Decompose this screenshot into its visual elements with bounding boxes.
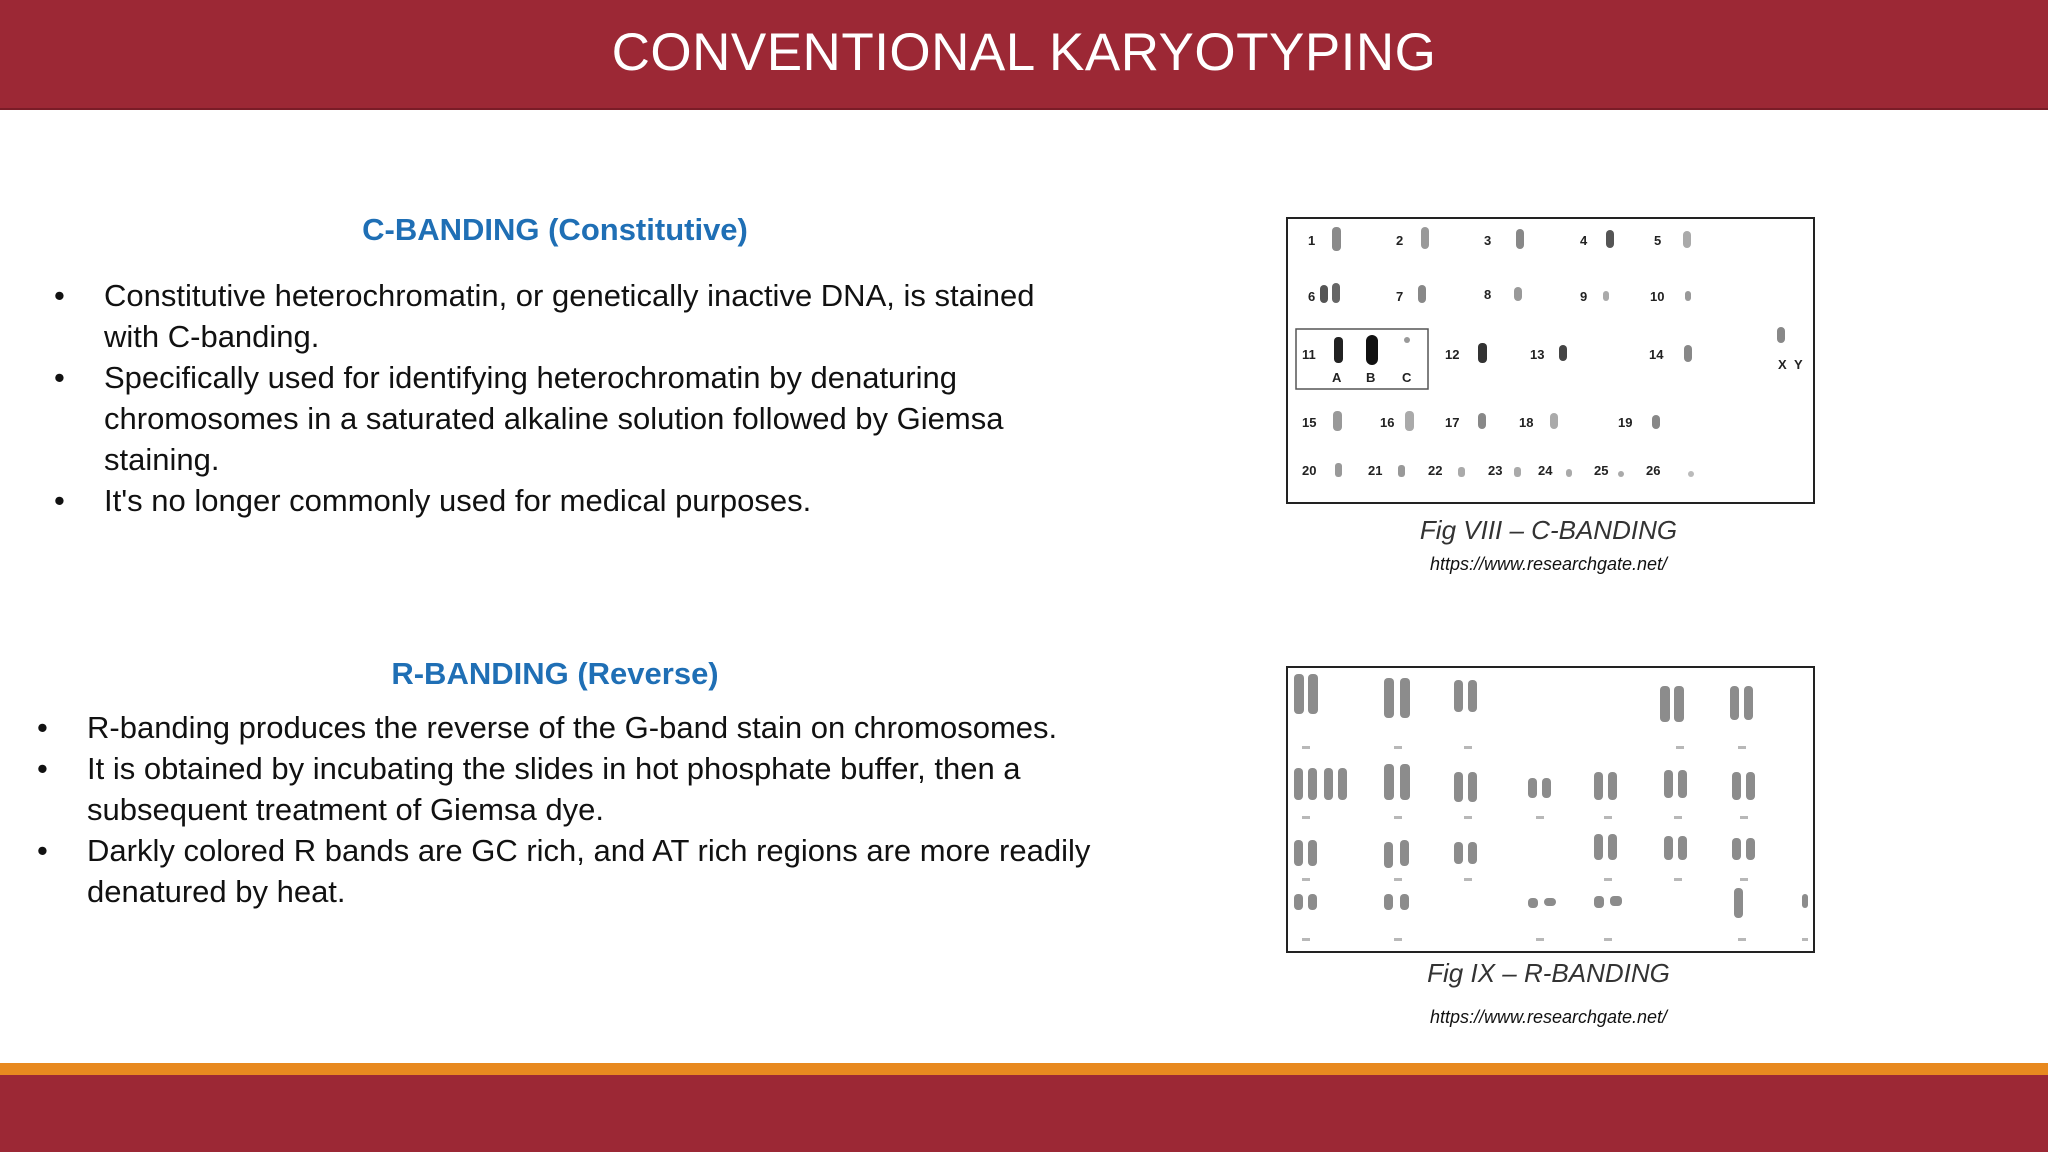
r-banding-bullet-3: • Darkly colored R bands are GC rich, and AT rich regions are more readily denatured by heat. [35,830,1115,912]
karyotype-label: 17 [1445,415,1460,430]
karyotype-label: 25 [1594,463,1609,478]
r-banding-figure-caption: Fig IX – R-BANDING [1427,958,1670,988]
karyotype-label: 13 [1530,347,1545,362]
karyotype-label: 12 [1445,347,1460,362]
r-banding-bullet-2: • It is obtained by incubating the slides in hot phosphate buffer, then a subsequent treatment of Giemsa dye. [35,748,1115,830]
karyotype-label: A [1332,370,1342,385]
karyotype-label: 9 [1580,289,1588,304]
karyotype-label: 26 [1646,463,1661,478]
karyotype-label: 15 [1302,415,1317,430]
c-banding-figure-source: https://www.researchgate.net/ [1429,554,1668,574]
karyotype-label: 4 [1580,233,1588,248]
r-banding-karyotype-image [1286,666,1815,953]
karyotype-label: 2 [1396,233,1404,248]
karyotype-label: 23 [1488,463,1503,478]
karyotype-label: 22 [1428,463,1443,478]
karyotype-label: 10 [1650,289,1665,304]
karyotype-label: 14 [1649,347,1664,362]
c-banding-bullet-3: • It's no longer commonly used for medical purposes. [52,480,1092,521]
r-banding-bullets [35,707,1115,912]
karyotype-label: 8 [1484,287,1492,302]
karyotype-label: 20 [1302,463,1317,478]
footer-bar [0,1075,2048,1152]
karyotype-label: 21 [1368,463,1383,478]
slide-title: CONVENTIONAL KARYOTYPING [611,23,1437,82]
footer-accent-line [0,1063,2048,1075]
karyotype-label: Y [1794,357,1803,372]
karyotype-label: 1 [1308,233,1316,248]
karyotype-label: 19 [1618,415,1633,430]
karyotype-label: C [1402,370,1412,385]
c-banding-figure-caption: Fig VIII – C-BANDING [1419,515,1678,545]
karyotype-label: 7 [1396,289,1404,304]
r-banding-figure-source: https://www.researchgate.net/ [1429,1007,1668,1027]
karyotype-label: 16 [1380,415,1395,430]
karyotype-label: 18 [1519,415,1534,430]
karyotype-label: 24 [1538,463,1553,478]
c-banding-bullet-1: • Constitutive heterochromatin, or genetically inactive DNA, is stained with C-banding. [52,275,1092,357]
r-banding-heading: R-BANDING (Reverse) [391,656,719,691]
karyotype-label: B [1366,370,1376,385]
c-banding-heading: C-BANDING (Constitutive) [362,212,748,247]
c-banding-bullet-2: • Specifically used for identifying heterochromatin by denaturing chromosomes in a saturated alkaline solution followed by Giemsa staining. [52,357,1092,480]
karyotype-label: X [1778,357,1787,372]
karyotype-label: 6 [1308,289,1316,304]
karyotype-label: 11 [1302,347,1316,362]
c-banding-karyotype-image [1286,217,1815,504]
karyotype-label: 3 [1484,233,1492,248]
r-banding-bullet-1: • R-banding produces the reverse of the G-band stain on chromosomes. [35,707,1115,748]
karyotype-label: 5 [1654,233,1662,248]
c-banding-bullets [52,275,1092,521]
